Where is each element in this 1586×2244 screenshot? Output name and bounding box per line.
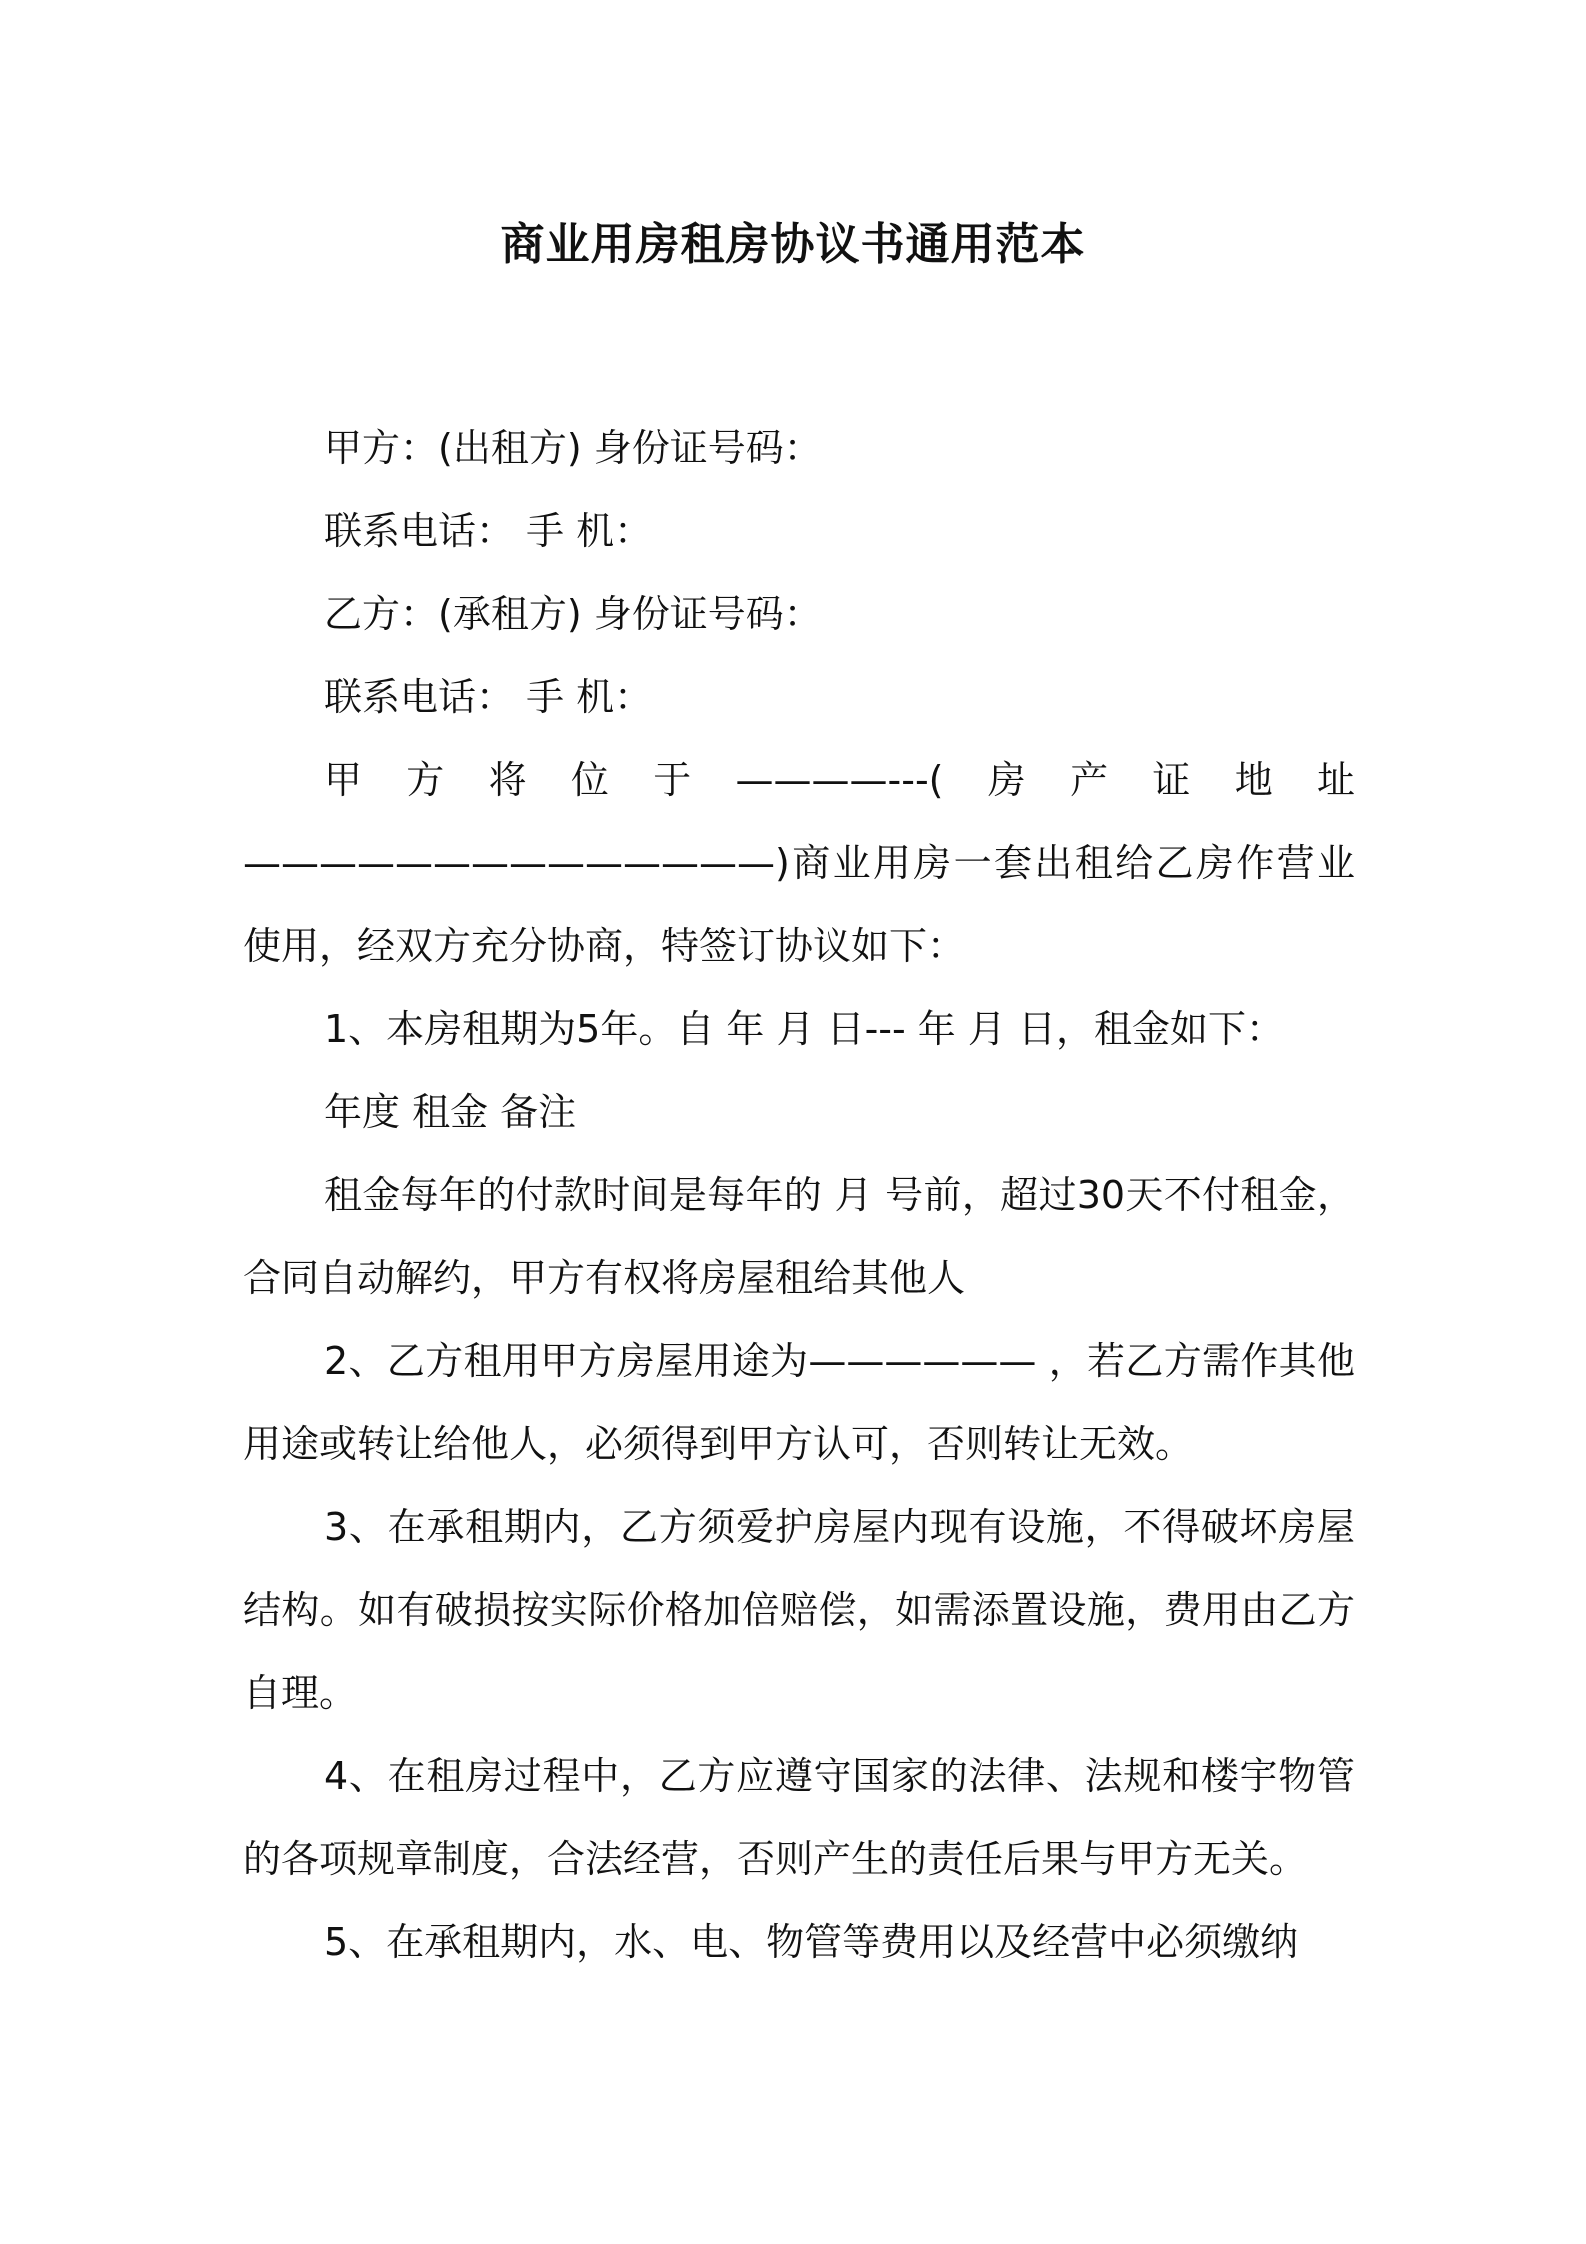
clause-5: 5、在承租期内，水、电、物管等费用以及经营中必须缴纳	[324, 1920, 1299, 1964]
rent-table-header: 年度 租金 备注	[324, 1090, 577, 1134]
clause-3: 3、在承租期内，乙方须爱护房屋内现有设施，不得破坏房屋结构。如有破损按实际价格加倍赔偿，如需添置设施，费用由乙方自理。	[243, 1505, 1355, 1715]
clause-2: 2、乙方租用甲方房屋用途为—————— ，若乙方需作其他用途或转让给他人，必须得到甲方认可，否则转让无效。	[243, 1339, 1355, 1466]
payment-terms-paragraph: 租金每年的付款时间是每年的 月 号前，超过30天不付租金，合同自动解约，甲方有权将房屋租给其他人	[243, 1173, 1355, 1300]
party-b-line: 乙方：(承租方) 身份证号码：	[324, 592, 822, 636]
party-a-contact-line: 联系电话： 手 机：	[324, 509, 653, 553]
document-body	[243, 407, 1355, 1984]
party-b-contact-line: 联系电话： 手 机：	[324, 675, 653, 719]
intro-paragraph: 甲方将位于————---(房产证地址——————————————)商业用房一套出租给乙房作营业使用，经双方充分协商，特签订协议如下：	[243, 758, 1355, 968]
clause-4: 4、在租房过程中，乙方应遵守国家的法律、法规和楼宇物管的各项规章制度，合法经营，否则产生的责任后果与甲方无关。	[243, 1754, 1355, 1881]
document-title: 商业用房租房协议书通用范本	[500, 219, 1086, 270]
clause-1: 1、本房租期为5年。自 年 月 日--- 年 月 日，租金如下：	[324, 1007, 1284, 1051]
party-a-line: 甲方：(出租方) 身份证号码：	[324, 426, 822, 470]
